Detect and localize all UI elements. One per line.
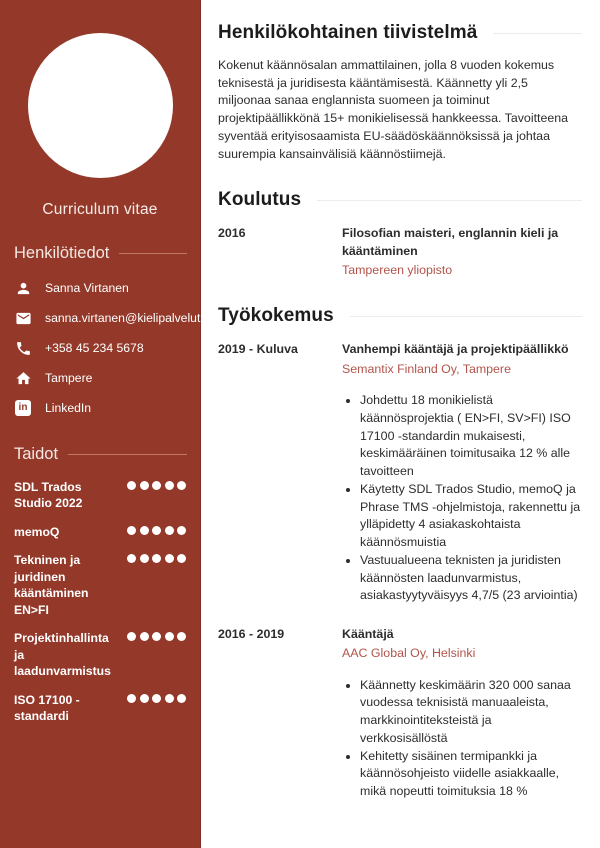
skill-rating-dot	[177, 481, 186, 490]
contact-section-heading	[14, 244, 187, 263]
skills-section-heading	[14, 445, 187, 464]
skill-label: Tekninen ja juridinen kääntäminen EN>FI	[14, 553, 89, 617]
skill-rating-dot	[165, 694, 174, 703]
entry-title: Kääntäjä	[342, 627, 394, 642]
education-heading-label: Koulutus	[218, 189, 302, 211]
entry-bullet: • Vastuualueena teknisten ja juridisten käännösten laadunvarmistus, asiakastyytyväisyys 4,7/5 (23 arviointia)	[360, 552, 582, 605]
heading-rule	[68, 454, 187, 455]
skill-rating-dot	[177, 554, 186, 563]
sidebar	[0, 0, 210, 848]
skill-rating-dot	[152, 632, 161, 641]
skill-rating-dot	[127, 632, 136, 641]
experience-entry	[218, 626, 582, 801]
experience-entry	[218, 341, 582, 605]
skill-rating	[127, 524, 186, 535]
heading-rule	[493, 33, 582, 34]
entry-period: 2016 - 2019	[218, 627, 285, 642]
contact-location-text: Tampere	[45, 371, 93, 385]
entry-bullet: • Kehitetty sisäinen termipankki ja käännösohjeisto viidelle asiakkaalle, mikä nopeutti toimituksia 18 %	[360, 748, 582, 801]
skill-rating-dot	[140, 694, 149, 703]
contact-item-email	[0, 303, 210, 333]
skills-heading-label: Taidot	[14, 445, 59, 463]
skill-rating-dot	[140, 526, 149, 535]
entry-period: 2016	[218, 226, 246, 241]
skill-row	[14, 524, 186, 540]
contact-phone-text: +358 45 234 5678	[45, 341, 144, 355]
entry-bullet-list	[342, 677, 582, 801]
profile-photo-placeholder	[28, 33, 173, 178]
summary-section	[218, 22, 582, 163]
entry-bullet: • Käytetty SDL Trados Studio, memoQ ja Phrase TMS -ohjelmistoja, rakennettu ja ylläpidetty 4 asiakaskohtaista käännösmuistia	[360, 481, 582, 552]
entry-organization: Tampereen yliopisto	[342, 263, 453, 278]
contact-email-text: sanna.virtanen@kielipalvelut.fi	[45, 311, 210, 325]
skill-row	[14, 630, 186, 679]
contact-item-name	[0, 273, 200, 303]
main-content	[201, 0, 600, 848]
email-icon	[14, 309, 32, 327]
entry-organization: Semantix Finland Oy, Tampere	[342, 361, 511, 376]
linkedin-icon: in	[14, 399, 32, 417]
education-section	[218, 189, 582, 279]
person-icon	[14, 279, 32, 297]
summary-heading-label: Henkilökohtainen tiivistelmä	[218, 22, 478, 43]
entry-period: 2019 - Kuluva	[218, 342, 298, 357]
contact-item-linkedin[interactable]	[0, 393, 200, 423]
contact-item-location	[0, 363, 200, 393]
skill-rating	[127, 552, 186, 563]
education-entry	[218, 225, 582, 279]
skill-rating-dot	[177, 694, 186, 703]
entry-organization: AAC Global Oy, Helsinki	[342, 646, 476, 661]
summary-heading	[218, 22, 582, 44]
entry-bullet-list	[342, 392, 582, 605]
experience-heading-label: Työkokemus	[218, 305, 334, 327]
contact-linkedin-text: LinkedIn	[45, 401, 92, 415]
entry-body	[342, 626, 582, 801]
skill-label: Projektinhallinta ja laadunvarmistus	[14, 631, 111, 679]
skills-list	[14, 479, 186, 725]
experience-heading	[218, 305, 582, 327]
phone-icon	[14, 339, 32, 357]
entry-body	[342, 225, 582, 279]
skill-rating-dot	[127, 554, 136, 563]
skill-rating-dot	[152, 554, 161, 563]
skill-rating-dot	[140, 481, 149, 490]
skill-label: SDL Trados Studio 2022	[14, 480, 83, 511]
skill-rating	[127, 479, 186, 490]
skill-label: memoQ	[14, 524, 60, 539]
entry-title: Vanhempi kääntäjä ja projektipäällikkö	[342, 342, 569, 357]
skill-row	[14, 692, 186, 725]
skill-rating-dot	[127, 481, 136, 490]
skill-label: ISO 17100 -standardi	[14, 692, 80, 724]
skill-rating-dot	[177, 632, 186, 641]
skill-rating-dot	[140, 554, 149, 563]
skill-rating-dot	[152, 694, 161, 703]
skill-rating-dot	[152, 526, 161, 535]
skill-rating-dot	[165, 632, 174, 641]
skill-rating-dot	[127, 694, 136, 703]
contact-list	[0, 273, 210, 423]
skill-rating	[127, 692, 186, 703]
entry-title: Filosofian maisteri, englannin kieli ja kääntäminen	[342, 226, 559, 258]
skill-row	[14, 479, 186, 512]
skill-rating-dot	[152, 481, 161, 490]
skill-rating-dot	[177, 526, 186, 535]
experience-section	[218, 305, 582, 800]
cv-title: Curriculum vitae	[42, 201, 158, 218]
heading-rule	[350, 316, 582, 317]
skill-rating-dot	[165, 526, 174, 535]
skill-rating-dot	[165, 554, 174, 563]
contact-heading-label: Henkilötiedot	[14, 244, 110, 262]
skill-row	[14, 552, 186, 618]
skill-rating-dot	[140, 632, 149, 641]
summary-text: Kokenut käännösalan ammattilainen, jolla 8 vuoden kokemus teknisestä ja juridisesta kääntämisestä. Käännetty yli 2,5 miljoonaa sanaa englannista suomeen ja toiminut projektipäällikkönä 15+ monikielisessä hankkeessa. Tavoitteena syventää erityisosaamista EU-säädöskäännöksissä ja johtaa suurempia kansainvälisiä käännöstiimejä.	[218, 58, 569, 161]
skill-rating-dot	[127, 526, 136, 535]
skill-rating-dot	[165, 481, 174, 490]
education-heading	[218, 189, 582, 211]
heading-rule	[317, 200, 582, 201]
entry-bullet: • Johdettu 18 monikielistä käännösprojektia ( EN>FI, SV>FI) ISO 17100 -standardin mukaisesti, keskimääräinen toimitusaika 12 % alle tavoitteen	[360, 392, 582, 481]
contact-item-phone	[0, 333, 200, 363]
home-icon	[14, 369, 32, 387]
skill-rating	[127, 630, 186, 641]
entry-body	[342, 341, 582, 605]
contact-name-text: Sanna Virtanen	[45, 281, 129, 295]
entry-bullet: • Käännetty keskimäärin 320 000 sanaa vuodessa teknisistä manuaaleista, markkinointiteksteistä ja verkkosisällöstä	[360, 677, 582, 748]
heading-rule	[119, 253, 187, 254]
